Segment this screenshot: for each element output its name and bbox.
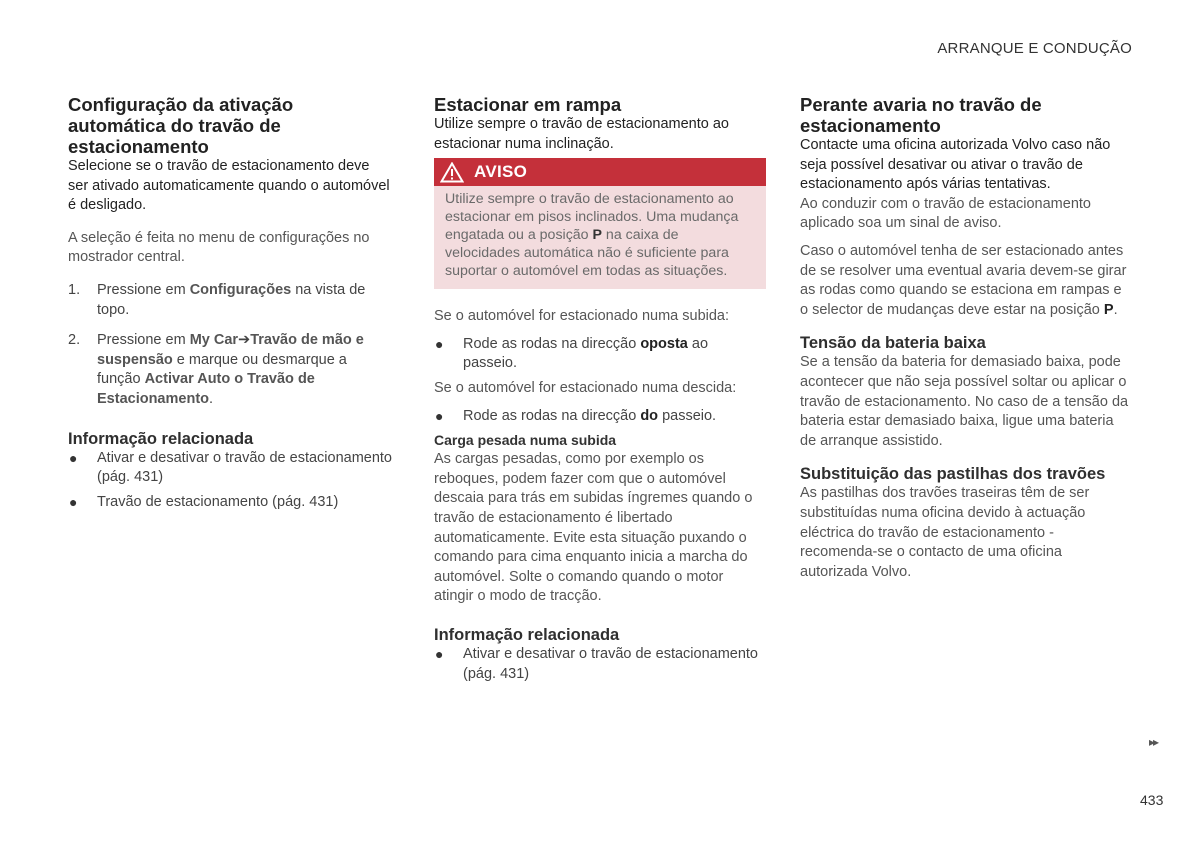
warning-text: Utilize sempre o travão de estacionamento ao estacionar em pisos inclinados. Uma mudança engatada ou a posição P na caixa de velocidades automática não é suficiente para suportar o automóvel em todas as situações.: [434, 186, 766, 289]
steps-list: [68, 281, 393, 410]
downhill-text: Se o automóvel for estacionado numa descida:: [434, 379, 737, 396]
related-list: [434, 645, 766, 684]
column-slope-parking: [434, 94, 766, 689]
note-text: A seleção é feita no menu de configurações no mostrador central.: [68, 229, 370, 266]
uphill-list: [434, 335, 766, 374]
related-link[interactable]: ● Travão de estacionamento (pág. 431): [68, 493, 393, 513]
battery-text: Se a tensão da bateria for demasiado baixa, pode acontecer que não seja possível soltar ou aplicar o travão de estacionamento. No caso de a tensão da bateria estar demasiado baixa, ligue uma bateria de arranque assistido.: [800, 354, 1129, 449]
bullet-icon: ●: [435, 335, 444, 352]
warning-box: [434, 158, 766, 289]
downhill-list: [434, 407, 766, 427]
arrow-right-icon: ➔: [238, 332, 251, 349]
related-info-title: Informação relacionada: [434, 625, 620, 644]
heavy-load-title: Carga pesada numa subida: [434, 432, 617, 449]
warning-signal-text: Ao conduzir com o travão de estacionamento aplicado soa um sinal de aviso.: [800, 195, 1091, 232]
brake-pads-text: As pastilhas dos travões traseiras têm de ser substituídas numa oficina devido à actuação eléctrica do travão de estacionamento - recomenda-se o contacto de uma oficina autorizada Volvo.: [800, 485, 1090, 580]
column-auto-parking-brake: [68, 94, 393, 517]
brake-pads-title: Substituição das pastilhas dos travões: [800, 465, 1106, 484]
brake-suspension-menu-label: Travão de mão e suspensão: [97, 332, 364, 368]
related-list: [68, 449, 393, 513]
uphill-text: Se o automóvel for estacionado numa subida:: [434, 308, 730, 325]
step-1: 1. Pressione em Configurações na vista de topo.: [68, 281, 366, 318]
warning-label: AVISO: [474, 162, 528, 182]
related-info-title: Informação relacionada: [68, 429, 254, 448]
section-title: Perante avaria no travão de estacionamento: [800, 94, 1042, 136]
next-page-icon: ▸▸: [1149, 735, 1158, 749]
page-number: 433: [1140, 792, 1164, 808]
bullet-icon: ●: [69, 493, 78, 510]
settings-menu-label: Configurações: [189, 281, 292, 298]
section-header: ARRANQUE E CONDUÇÃO: [937, 40, 1132, 57]
warning-triangle-icon: [440, 162, 464, 183]
intro-text: Utilize sempre o travão de estacionamento ao estacionar numa inclinação.: [434, 116, 729, 152]
bullet-icon: ●: [69, 449, 78, 466]
section-title: Estacionar em rampa: [434, 94, 622, 115]
warning-header: [434, 158, 766, 186]
intro-text: Selecione se o travão de estacionamento deve ser ativado automaticamente quando o automóvel é desligado.: [68, 158, 390, 214]
step-2: 2. Pressione em My Car➔Travão de mão e suspensão e marque ou desmarque a função Activar Auto o Travão de Estacionamento.: [68, 332, 364, 407]
auto-brake-option-label: Activar Auto o Travão de Estacionamento: [97, 371, 315, 407]
column-brake-fault: [800, 94, 1133, 582]
bullet-icon: ●: [435, 645, 444, 662]
battery-title: Tensão da bateria baixa: [800, 334, 986, 353]
mycar-menu-label: My Car: [189, 332, 239, 349]
related-link[interactable]: ● Ativar e desativar o travão de estacionamento (pág. 431): [69, 449, 392, 486]
bullet-icon: ●: [435, 407, 444, 424]
list-item: ● Rode as rodas na direcção do passeio.: [434, 407, 766, 427]
heavy-load-text: As cargas pesadas, como por exemplo os reboques, podem fazer com que o automóvel descaia para trás em subidas íngremes quando o travão de estacionamento é libertado automaticamente. Evite esta situação puxando o comando para cima enquanto inicia a marcha do automóvel. Solte o comando quando o motor atingir o modo de tracção.: [434, 451, 753, 605]
list-item: ● Rode as rodas na direcção oposta ao passeio.: [435, 335, 709, 372]
intro-text: Contacte uma oficina autorizada Volvo caso não seja possível desativar ou ativar o travão de estacionamento após várias tentativas.: [800, 137, 1111, 193]
parking-fault-text: Caso o automóvel tenha de ser estacionado antes de se resolver uma eventual avaria devem-se girar as rodas como quando se estaciona em rampas e o selector de mudanças deve estar na posição P.: [800, 242, 1127, 318]
related-link[interactable]: ● Ativar e desativar o travão de estacionamento (pág. 431): [435, 645, 758, 682]
section-title: Configuração da ativação automática do travão de estacionamento: [68, 94, 294, 157]
